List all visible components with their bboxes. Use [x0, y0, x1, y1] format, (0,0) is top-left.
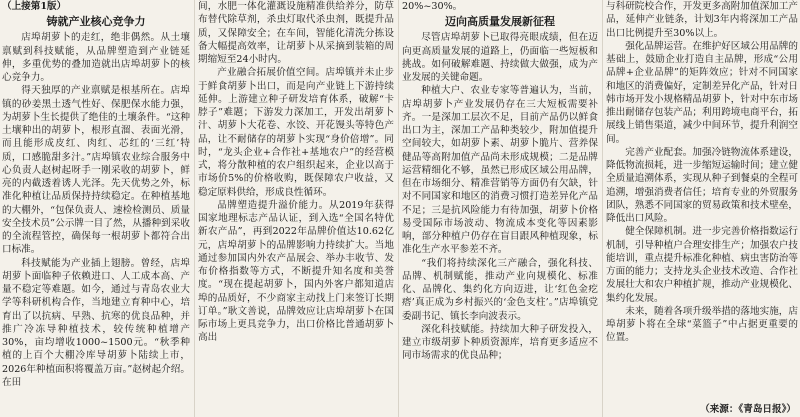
newspaper-page [2, 0, 798, 417]
section-headline: 铸就产业核心竞争力 [46, 15, 146, 29]
article-column-2 [198, 0, 394, 417]
section-headline: 迈向高质量发展新征程 [445, 15, 555, 29]
paragraph: 健全保障机制。进一步完善价格指数运行机制，引导种植户合理安排生产；加强农户技能培训，重点提升标准化种植、病虫害防治等方面的能力；支持龙头企业技术改造、合作社发展壮大和农户种植扩规，推动产业规模化、集约化发展。 [606, 226, 798, 304]
paragraph: 与科研院校合作，开发更多高附加值深加工产品，延伸产业链条，计划3年内将深加工产品出口比例提升至30%以上。 [606, 1, 798, 39]
paragraph: 科技赋能为产业插上翅膀。曾经，店埠胡萝卜面临种子依赖进口、人工成本高、产量不稳定等难题。如今，通过与青岛农业大学等科研机构合作，当地建立育种中心，培育出了以抗病、早熟、抗寒的优良品种，并推广冷冻导种植技术，较传统种植增产30%，亩均增收1000~1500元。“秋季种植的上百个大棚冷库导胡萝卜陆续上市，2026年种植面积将覆盖万亩。”赵树起介绍。在田 [2, 257, 190, 388]
paragraph: 店埠胡萝卜的走红，绝非偶然。从土壤禀赋到科技赋能，从品牌塑造到产业链延伸，多重优势的叠加造就出店埠胡萝卜的核心竞争力。 [2, 32, 190, 83]
paragraph-lead: 20%~30%。 [402, 1, 463, 12]
paragraph: 品牌塑造提升溢价能力。从2019年获得国家地理标志产品认证，到入选“全国名特优新农产品”，再到2022年品牌价值达10.62亿元，店埠胡萝卜的品牌影响力持续扩大。当地通过参加国内外农产品展会、举办丰收节、发布价格指数等方式，不断提升知名度和美誉度。“现在提起胡萝卜，国内外客户都知道店埠的品质好，不少商家主动找上门来签订长期订单。”耿文善说，品牌效应让店埠胡萝卜在国际市场上更具竞争力，出口价格比普通胡萝卜高出 [198, 199, 394, 344]
article-column-4 [606, 0, 798, 417]
continued-label: （上接第1版） [2, 1, 67, 12]
column-divider [194, 0, 195, 417]
paragraph: 产业融合拓展价值空间。店埠镇并未止步于鲜食胡萝卜出口，而是向产业链上下游持续延伸。上游建立种子研发培育体系，破解“卡脖子”难题；下游发力深加工，开发出胡萝卜汁、胡萝卜大花卷、水饺、开花馒头等特色产品，让不耐储存的胡萝卜实现“身价倍增”。同时，“龙头企业+合作社+基地农户”的经营模式，将分散种植的农户组织起来，企业以高于市场价5%的价格收购，既保障农户收益，又稳定原料供给，形成良性循环。 [198, 67, 394, 198]
paragraph: 完善产业配套。加强冷链物流体系建设，降低物流损耗，进一步缩短运输时间；建立健全质量追溯体系，实现从种子到餐桌的全程可追溯，增强消费者信任；培育专业的外贸服务团队，熟悉不同国家的贸易政策和技术壁垒，降低出口风险。 [606, 146, 798, 224]
paragraph: 得天独厚的产业禀赋是根基所在。店埠镇的砂姜黑土透气性好、保肥保水能力强，为胡萝卜生长提供了绝佳的土壤条件。“这种土壤种出的胡萝卜，根形直溜、表面光滑，而且能形成皮红、肉红、芯红的‘三红’特质，口感脆甜多汁。”店埠镇农业综合服务中心负责人赵树起呀手一刚采收的胡萝卜，鲜亮的内截透着诱人光泽。先天优势之外，标准化种植让品质保持持续稳定。在种植基地的大棚外，“包保负责人、速检检测员、质量安全技术员”公示牌一目了然，从播种到采收的全流程管控，确保每一根胡萝卜都符合出口标准。 [2, 85, 190, 256]
paragraph: 种植大户、农业专家等普遍认为，当前，店埠胡萝卜产业发展仍存在三大短板需要补齐。一是深加工层次不足，目前产品仍以鲜食出口为主，深加工产品种类较少，附加值提升空间较大，如胡萝卜素、胡萝卜脆片、营养保健品等高附加值产品尚未形成规模；二是品牌运营精细化不够，虽然已形成区域公用品牌，但在市场细分、精准营销等方面仍有欠缺，针对不同国家和地区的消费习惯打造差异化产品不足；三是抗风险能力有待加强，胡萝卜价格易受国际市场波动、物流成本变化等因素影响，部分种植户仍存在盲目跟风种植现象，标准化生产水平参差不齐。 [402, 85, 598, 256]
paragraph: 间，水肥一体化灌溉设施精准供给养分，防草布替代除草剂，杀虫灯取代杀虫剂，既提升品质，又保障安全；在车间，智能化清洗分拣设备大幅提高效率，让胡萝卜从采摘到装箱的周期缩短至24小时内。 [198, 1, 394, 65]
paragraph: 深化科技赋能。持续加大种子研发投入，建立市级胡萝卜种质资源库，培育更多适应不同市场需求的优良品种； [402, 323, 598, 362]
paragraph: “我们将持续深化三产融合，强化科技、品牌、机制赋能，推动产业向规模化、标准化、品牌化、集约化方向迈进，让‘红色金疙瘩’真正成为乡村振兴的‘金色支柱’。”店埠镇党委副书记、镇长李向波表示。 [402, 257, 598, 322]
column-divider [602, 0, 603, 417]
paragraph: 强化品牌运营。在维护好区域公用品牌的基础上，鼓励企业打造自主品牌，形成“公用品牌+企业品牌”的矩阵效应；针对不同国家和地区的消费偏好，定制差异化产品，针对日韩市场开发小规格精品胡萝卜，针对中东市场推出耐储存包装产品；利用跨境电商平台，拓展线上销售渠道，减少中间环节，提升利润空间。 [606, 40, 798, 145]
article-column-1 [2, 0, 190, 417]
article-column-3 [402, 0, 598, 417]
paragraph: 未来，随着各项升级举措的落地实施，店埠胡萝卜将在全球“菜篮子”中占据更重要的位置。 [606, 305, 798, 344]
paragraph: 尽管店埠胡萝卜已取得亮眼成绩，但在迈向更高质量发展的道路上，仍面临一些短板和挑战。如何破解难题、持续做大做强，成为产业发展的关键命题。 [402, 32, 598, 83]
source-credit: （来源：《青岛日报》） [696, 403, 796, 416]
column-divider [398, 0, 399, 417]
